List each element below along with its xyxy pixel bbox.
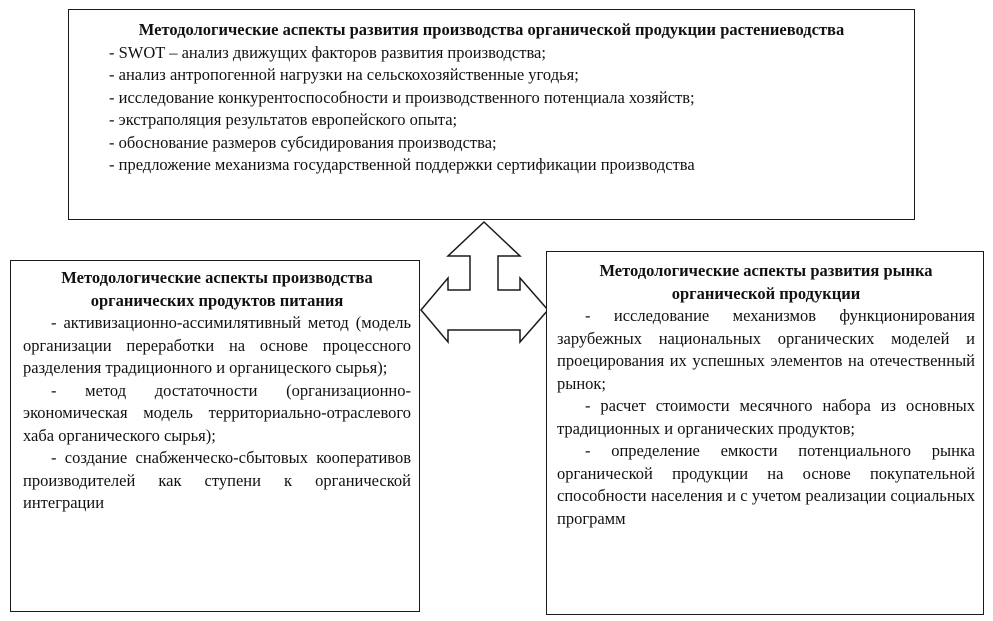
top-box-item: - SWOT – анализ движущих факторов развития производства; [109,42,546,62]
top-box-item: - исследование конкурентоспособности и производственного потенциала хозяйств; [109,87,695,107]
right-box-market [546,251,984,615]
top-box-item: - анализ антропогенной нагрузки на сельскохозяйственные угодья; [109,65,579,84]
top-box-title: Методологические аспекты развития производства органической продукции растениеводства [138,20,845,39]
top-box-item: - предложение механизма государственной поддержки сертификации производства [109,155,695,174]
left-box-item: - активизационно-ассимилятивный метод (модель организации переработки на основе процессного разделения традиционного и органицеского сырья); [23,313,411,377]
top-box-item: - экстраполяция результатов европейского опыта; [109,110,458,129]
three-way-arrow-shape [421,222,548,342]
left-box-item: - метод достаточности (организационно-экономическая модель территориально-отраслевого хаба органического сырья); [23,380,411,445]
top-box-item: - обоснование размеров субсидирования производства; [109,132,497,152]
right-box-title: Методологические аспекты развития рынка органической продукции [599,261,933,303]
left-box-food-production [10,260,420,612]
right-box-item: - исследование механизмов функционирования зарубежных национальных органических моделей и проецирования их успешных элементов на отечественный рынок; [557,306,975,393]
left-box-title: Методологические аспекты производства органических продуктов питания [61,268,373,310]
right-box-item: - расчет стоимости месячного набора из основных традиционных и органических продуктов; [557,396,975,438]
left-box-item: - создание снабженческо-сбытовых кооперативов производителей как ступени к органической интеграции [23,448,411,512]
top-box-plant-production [68,9,915,220]
right-box-item: - определение емкости потенциального рынка органической продукции на основе покупательной способности населения и с учетом реализации социальных программ [557,441,975,528]
